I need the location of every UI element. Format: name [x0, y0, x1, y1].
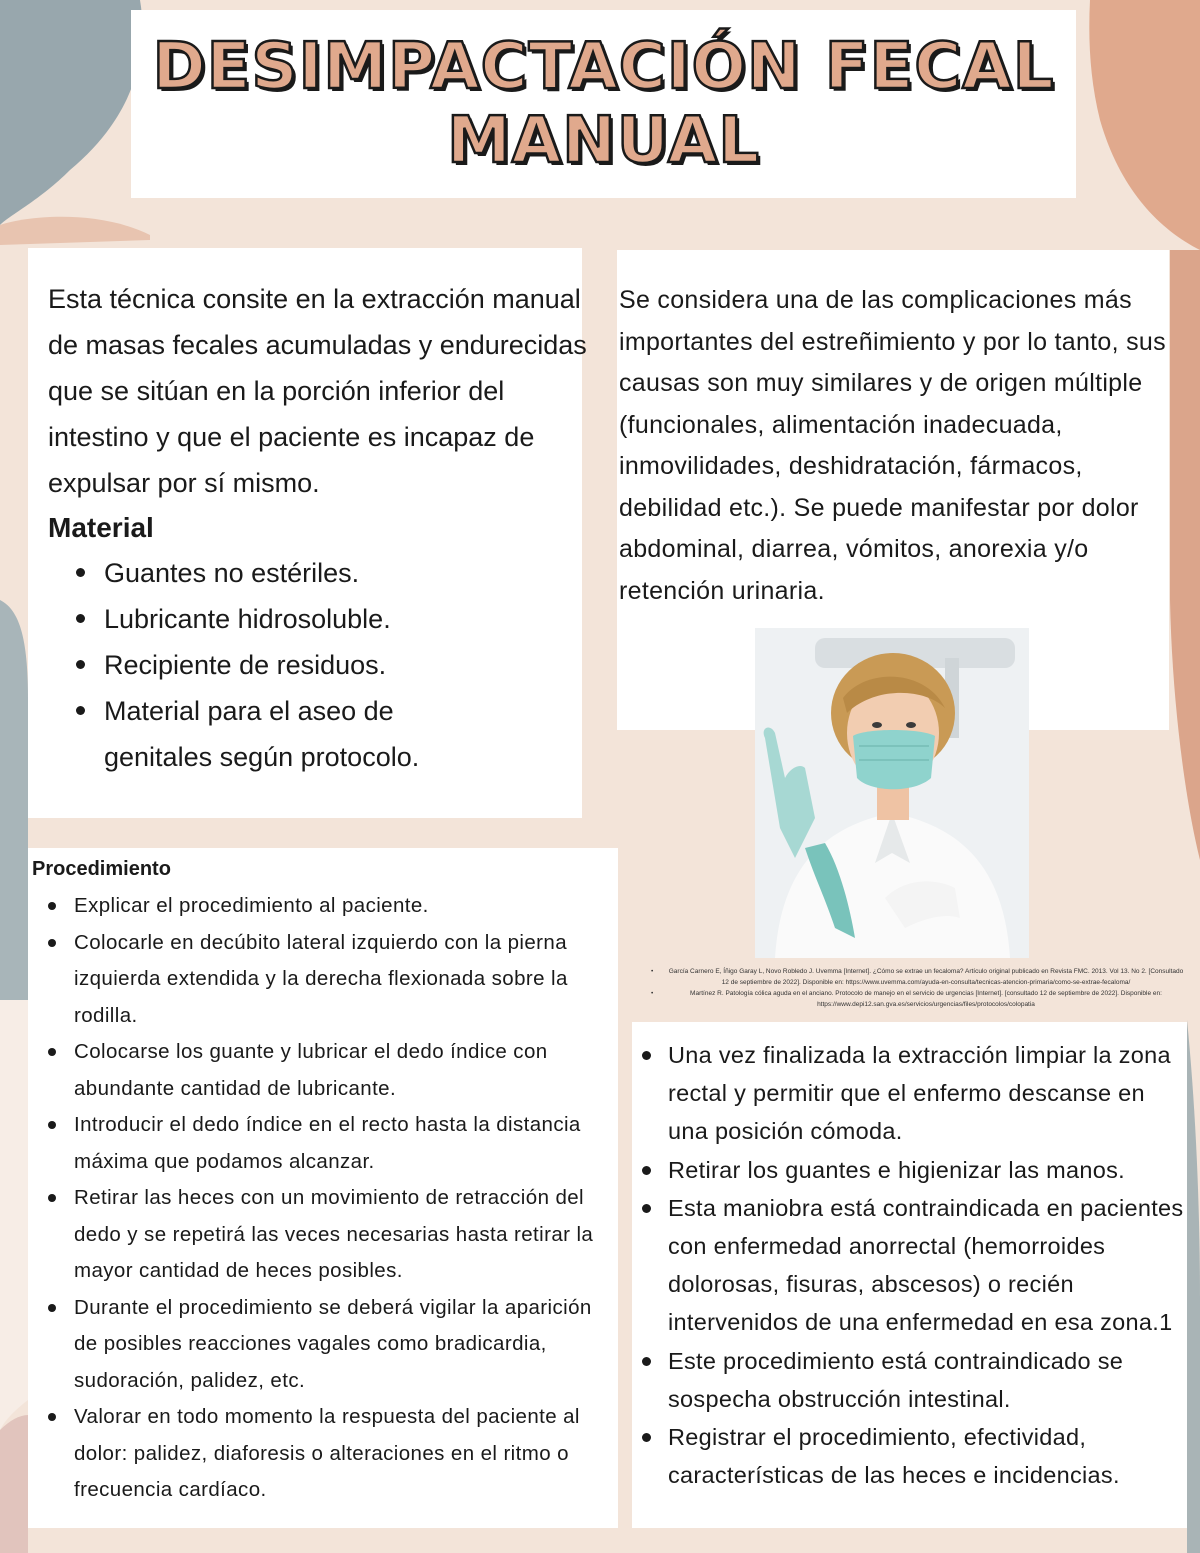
- list-item: Este procedimiento está contraindicado se sospecha obstrucción intestinal.: [632, 1342, 1187, 1418]
- list-item: Colocarle en decúbito lateral izquierdo con la pierna izquierda extendida y la derecha flexionada sobre la rodilla.: [32, 925, 594, 1035]
- procedure-panel: [28, 848, 618, 1528]
- procedure-heading: Procedimiento: [32, 858, 171, 880]
- reference-item: • García Carnero E, Íñigo Garay L, Novo Robledo J. Uvemma [Internet]. ¿Cómo se extrae un fecaloma? Artículo original publicado en Revista FMC. 2013. Vol 13. No 2. [Consultado 12 de septiembre de 2022]. Disponible en: https://www.uvemma.com/ayuda-en-consulta/tecnicas-atencion-primaria/como-se-extrae-fecaloma/: [645, 966, 1185, 988]
- reference-item: • Martínez R. Patología cólica aguda en el anciano. Protocolo de manejo en el servicio de urgencias [Internet]. [consultado 12 de septiembre de 2022]. Disponible en: https://www.depi12.san.gva.es/servicios/urgencias/files/protocolos/colopatia: [645, 988, 1185, 1010]
- peach-blob-top-right: [1089, 0, 1200, 250]
- page-title-line-2: MANUAL: [446, 104, 761, 178]
- material-list: [48, 550, 582, 780]
- peach-blob-top-left: [0, 217, 150, 245]
- list-item: Retirar las heces con un movimiento de retracción del dedo y se repetirá las veces necesarias hasta retirar la mayor cantidad de heces posibles.: [32, 1180, 594, 1290]
- list-item: Esta maniobra está contraindicada en pacientes con enfermedad anorrectal (hemorroides dolorosas, fisuras, abscesos) o recién intervenidos de una enfermedad en esa zona.1: [632, 1189, 1187, 1342]
- final-steps-list: [632, 1036, 1187, 1494]
- list-item: Recipiente de residuos.: [48, 642, 582, 688]
- light-blob-left: [0, 1000, 28, 1430]
- list-item: Registrar el procedimiento, efectividad, características de las heces e incidencias.: [632, 1418, 1187, 1494]
- slate-blob-right: [1187, 1020, 1200, 1553]
- intro-panel: [28, 248, 587, 818]
- slate-blob-left: [0, 600, 28, 1000]
- list-item: Durante el procedimiento se deberá vigilar la aparición de posibles reacciones vagales como bradicardia, sudoración, palidez, etc.: [32, 1290, 614, 1400]
- intro-text: Esta técnica consite en la extracción manual de masas fecales acumuladas y endurecidas que se sitúan en la porción inferior del intestino y que el paciente es incapaz de expulsar por sí mismo.: [48, 284, 587, 498]
- nurse-illustration: [755, 628, 1029, 958]
- pink-blob-bottom-left: [0, 1415, 28, 1553]
- list-item: Lubricante hidrosoluble.: [48, 596, 582, 642]
- list-item: Valorar en todo momento la respuesta del paciente al dolor: palidez, diaforesis o alteraciones en el ritmo o frecuencia cardíaco.: [32, 1399, 614, 1509]
- list-item: Retirar los guantes e higienizar las manos.: [632, 1151, 1187, 1189]
- title-box: [131, 10, 1076, 198]
- list-item: Una vez finalizada la extracción limpiar la zona rectal y permitir que el enfermo descanse en una posición cómoda.: [632, 1036, 1187, 1151]
- complications-text: Se considera una de las complicaciones más importantes del estreñimiento y por lo tanto, sus causas son muy similares y de origen múltiple (funcionales, alimentación inadecuada, inmovilidades, deshidratación, fármacos, debilidad etc.). Se puede manifestar por dolor abdominal, diarrea, vómitos, anorexia y/o retención urinaria.: [619, 286, 1166, 605]
- procedure-list: [32, 888, 618, 1509]
- final-steps-panel: [632, 1022, 1187, 1528]
- material-heading: Material: [48, 512, 154, 543]
- salmon-blob-right: [1170, 250, 1200, 860]
- list-item: Explicar el procedimiento al paciente.: [32, 888, 618, 925]
- list-item: Guantes no estériles.: [48, 550, 582, 596]
- references: [645, 966, 1185, 1010]
- slate-blob-top-left: [0, 0, 142, 225]
- nurse-photo: [755, 628, 1029, 958]
- page-title-line-1: DESIMPACTACIÓN FECAL: [152, 30, 1055, 104]
- list-item: Material para el aseo de genitales según protocolo.: [48, 688, 484, 780]
- list-item: Colocarse los guante y lubricar el dedo índice con abundante cantidad de lubricante.: [32, 1034, 604, 1107]
- list-item: Introducir el dedo índice en el recto hasta la distancia máxima que podamos alcanzar.: [32, 1107, 594, 1180]
